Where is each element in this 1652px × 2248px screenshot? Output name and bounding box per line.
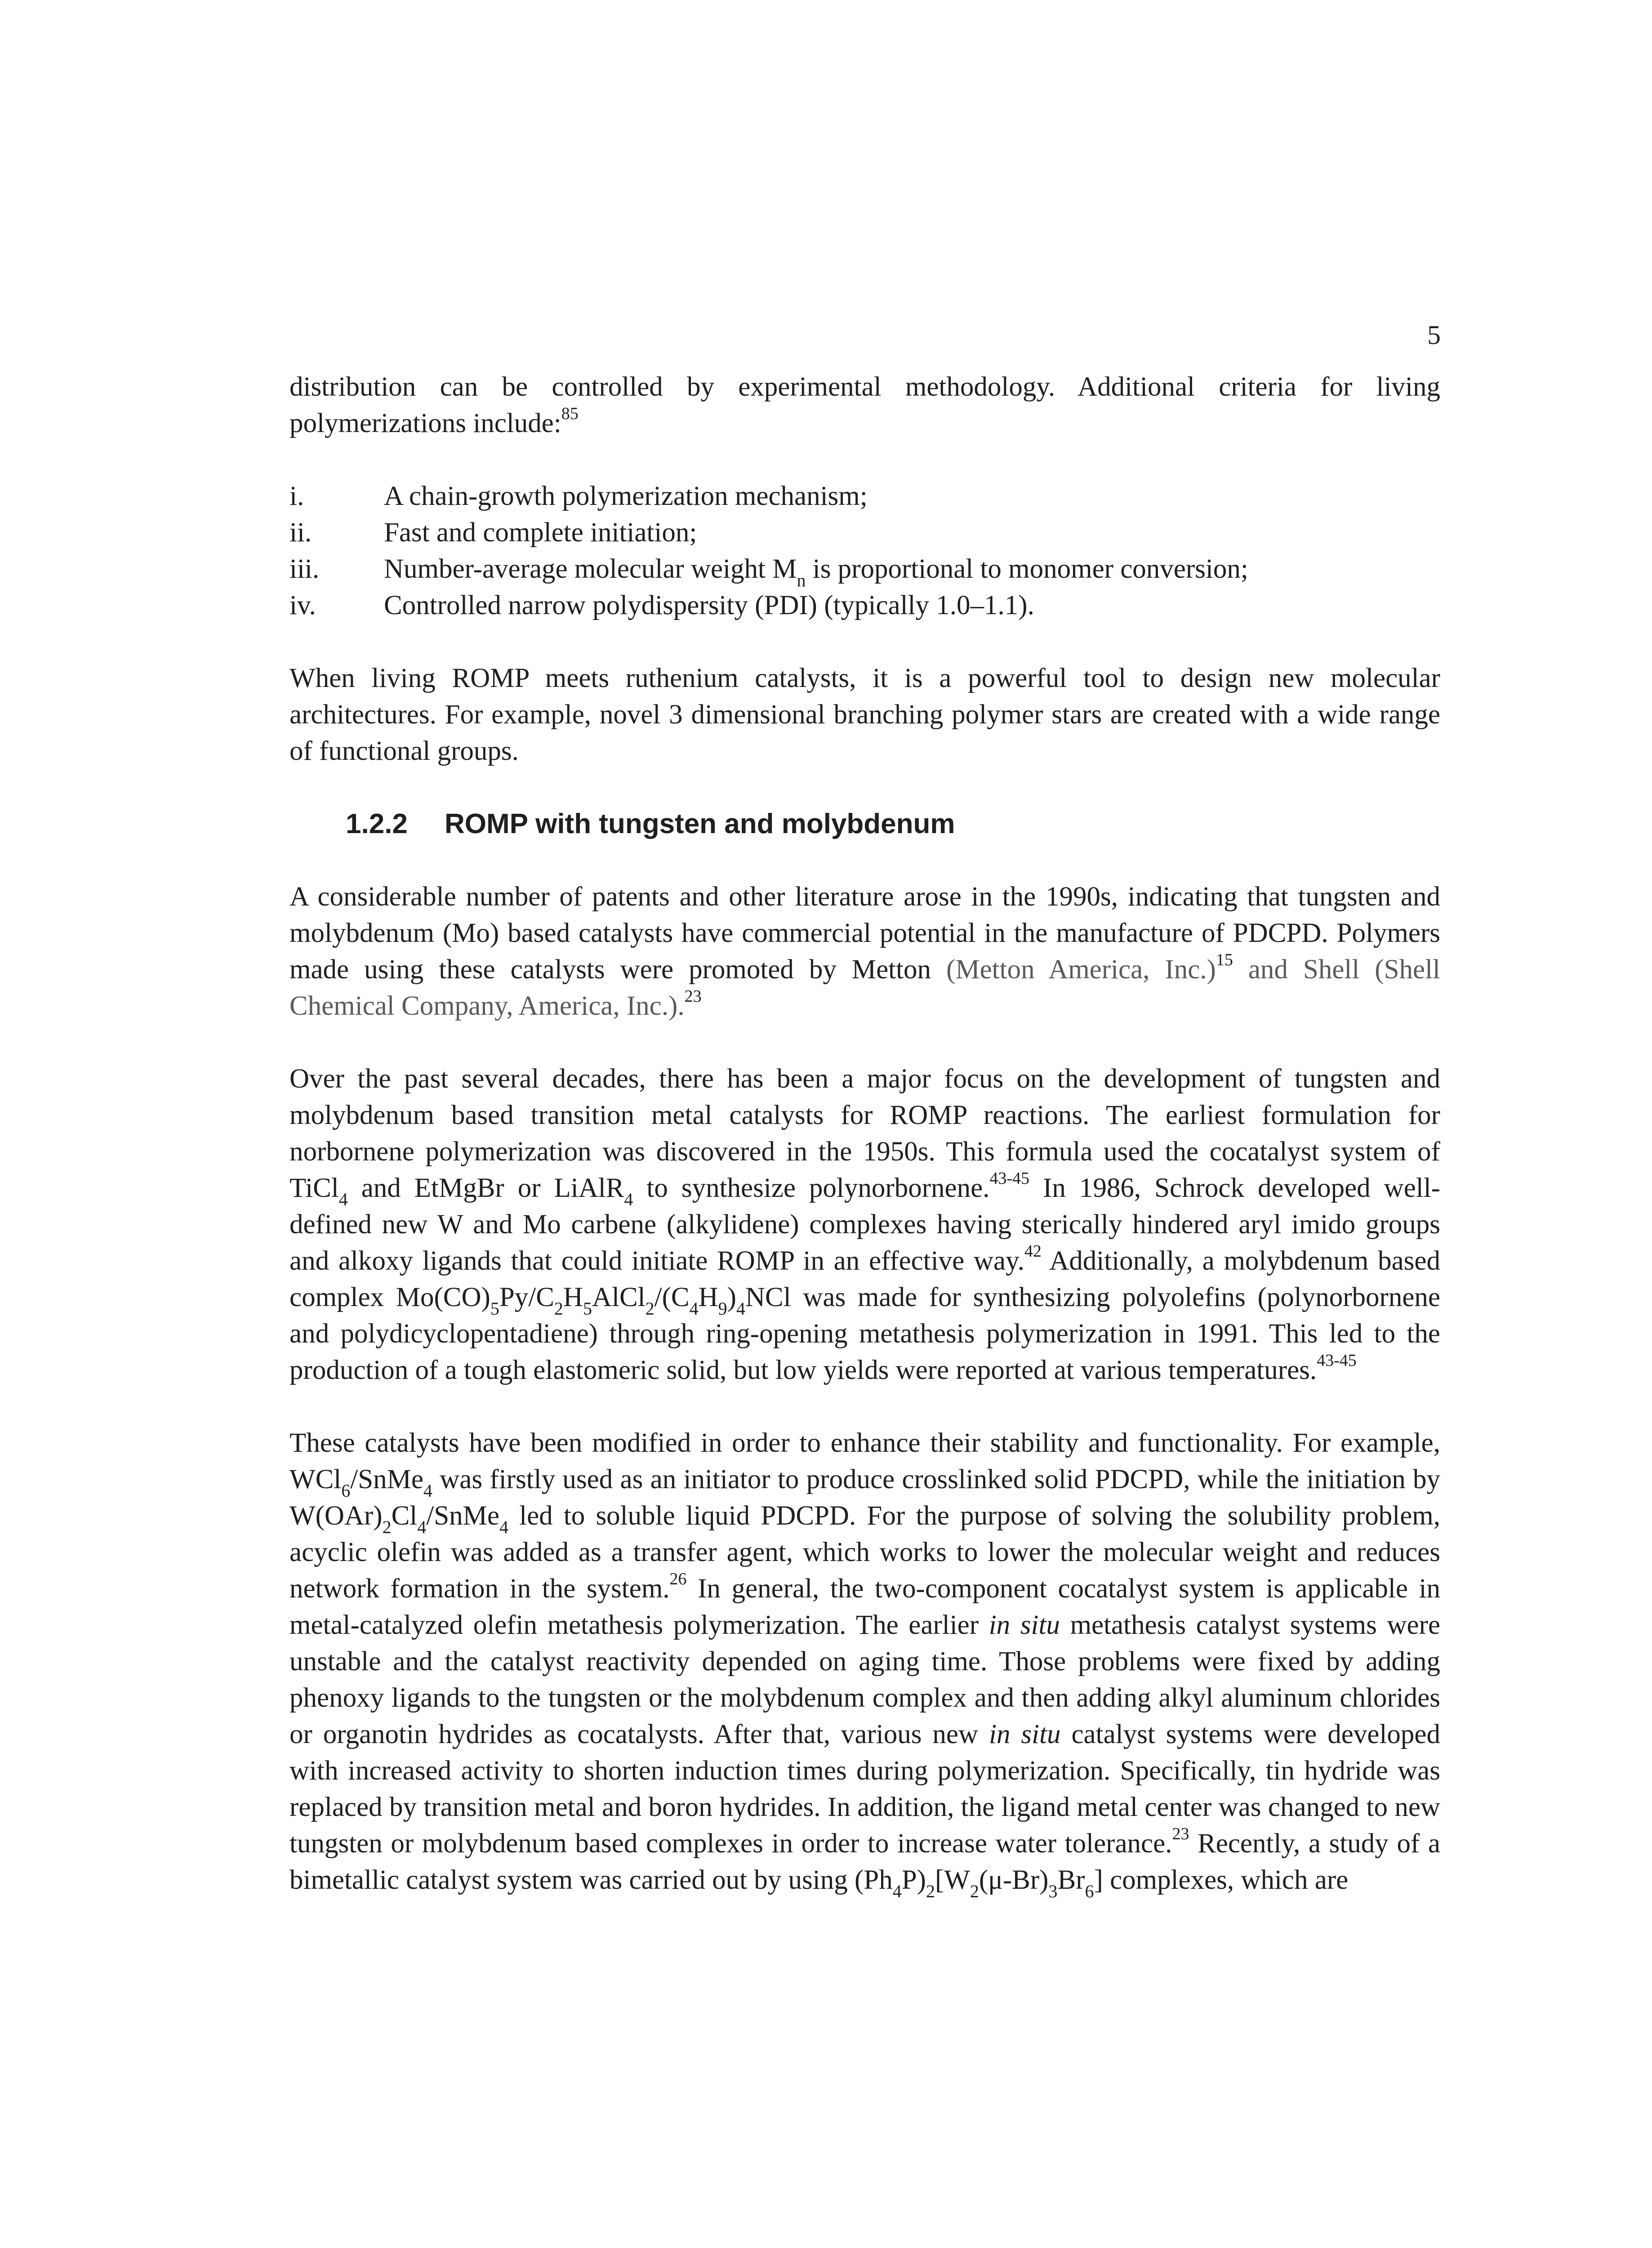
- intro-text: distribution can be controlled by experimental methodology. Additional criteria for living polymerizations include:: [289, 372, 1440, 438]
- list-item: [289, 587, 1440, 624]
- italic-term: in situ: [989, 1610, 1060, 1640]
- citation: 15: [1216, 950, 1233, 969]
- paragraph-text: and Shell (Shell Chemical Company, America, Inc.).: [289, 955, 1440, 1021]
- history-paragraph: [289, 1061, 1440, 1388]
- list-item: [289, 514, 1440, 551]
- intro-paragraph: [289, 369, 1440, 442]
- paragraph-text: A considerable number of patents and other literature arose in the 1990s, indicating that tungsten and molybdenum (Mo) based catalysts have commercial potential in the manufacture of PDCPD. Polymers made using these catalysts were promoted by Metton: [289, 882, 1440, 985]
- paragraph-text: /SnMe: [350, 1464, 423, 1494]
- paragraph-text: P): [901, 1865, 926, 1895]
- paragraph-text: (Metton America, Inc.): [946, 955, 1216, 985]
- list-item-text: Fast and complete initiation;: [384, 517, 697, 548]
- subscript: 2: [926, 1881, 935, 1902]
- paragraph-text: was firstly used as an initiator to produce crosslinked solid PDCPD, while the initiation by W(OAr): [289, 1464, 1440, 1531]
- subscript: n: [797, 570, 806, 591]
- citation: 26: [669, 1569, 687, 1588]
- patents-paragraph: [289, 879, 1440, 1024]
- subscript: 4: [423, 1481, 432, 1501]
- living-romp-paragraph: When living ROMP meets ruthenium catalysts, it is a powerful tool to design new molecular architectures. For example, novel 3 dimensional branching polymer stars are created with a wide range of functional groups.: [289, 663, 1440, 766]
- subscript: 4: [892, 1881, 902, 1902]
- paragraph-text: /(C: [654, 1282, 690, 1312]
- paragraph-text: Additionally, a molybdenum based complex Mo(CO): [289, 1246, 1440, 1312]
- paragraph-text: Cl: [391, 1501, 418, 1531]
- subscript: 4: [736, 1298, 745, 1319]
- paragraph-text: NCl was made for synthesizing polyolefins (polynorbornene and polydicyclopentadiene) through ring-opening metathesis polymerization in 1991. This led to the production of a tough elastomeric solid, but low yields were reported at various temperatures.: [289, 1282, 1440, 1385]
- living-polymerization-criteria-list: [289, 478, 1440, 624]
- paragraph-text: /SnMe: [426, 1501, 499, 1531]
- subscript: 4: [689, 1298, 699, 1319]
- paragraph-text: AlCl: [592, 1282, 646, 1312]
- paragraph-text: and EtMgBr or LiAlR: [347, 1173, 624, 1203]
- paragraph-text: H: [563, 1282, 583, 1312]
- subscript: 9: [718, 1298, 727, 1319]
- subscript: 6: [1085, 1881, 1094, 1902]
- paragraph-text: metathesis catalyst systems were unstable and the catalyst reactivity depended on aging time. Those problems were fixed by adding phenoxy ligands to the tungsten or the molybdenum complex and then adding alkyl aluminum chlorides or organotin hydrides as cocatalysts. After that, various new: [289, 1610, 1440, 1749]
- paragraph-text: led to soluble liquid PDCPD. For the purpose of solving the solubility problem, acyclic olefin was added as a transfer agent, which works to lower the molecular weight and reduces network formation in the system.: [289, 1501, 1440, 1604]
- page-body: [289, 369, 1440, 1902]
- citation: 43-45: [1317, 1351, 1357, 1370]
- list-item-text: Number-average molecular weight M: [384, 554, 797, 584]
- paragraph-text: [W: [935, 1865, 970, 1895]
- citation: 43-45: [989, 1169, 1030, 1188]
- paragraph-text: (μ-Br): [979, 1865, 1049, 1895]
- section-title: ROMP with tungsten and molybdenum: [445, 808, 955, 839]
- modified-catalysts-paragraph: [289, 1425, 1440, 1902]
- subscript: 6: [341, 1481, 351, 1501]
- subscript: 5: [583, 1298, 592, 1319]
- citation: 85: [561, 404, 579, 423]
- list-item: [289, 478, 1440, 514]
- section-heading: [346, 806, 1440, 842]
- paragraph-text: Recently, a study of a bimetallic catalyst system was carried out by using (Ph: [289, 1829, 1440, 1895]
- subscript: 5: [490, 1298, 499, 1319]
- paragraph-text: In general, the two-component cocatalyst system is applicable in metal-catalyzed olefin metathesis polymerization. The earlier: [289, 1574, 1440, 1640]
- paragraph-text: to synthesize polynorbornene.: [633, 1173, 990, 1203]
- list-item-number: i.: [289, 481, 304, 511]
- subscript: 4: [417, 1517, 427, 1538]
- list-item: [289, 551, 1440, 591]
- subscript: 2: [554, 1298, 563, 1319]
- page-number: 5: [1427, 320, 1441, 350]
- subscript: 3: [1048, 1881, 1058, 1902]
- paragraph-text: Over the past several decades, there has been a major focus on the development of tungsten and molybdenum based transition metal catalysts for ROMP reactions. The earliest formulation for norbornene polymerization was discovered in the 1950s. This formula used the cocatalyst system of TiCl: [289, 1064, 1440, 1203]
- list-item-number: ii.: [289, 517, 312, 548]
- citation: 42: [1024, 1241, 1042, 1261]
- subscript: 2: [382, 1517, 392, 1538]
- list-item-text: A chain-growth polymerization mechanism;: [384, 481, 868, 511]
- citation: 23: [684, 986, 702, 1006]
- paragraph-text: Py/C: [499, 1282, 554, 1312]
- section-number: 1.2.2: [346, 808, 408, 839]
- list-item-number: iv.: [289, 590, 316, 620]
- citation: 23: [1172, 1824, 1189, 1843]
- subscript: 4: [624, 1189, 633, 1210]
- paragraph-text: H: [698, 1282, 718, 1312]
- list-item-text: Controlled narrow polydispersity (PDI) (typically 1.0–1.1).: [384, 590, 1034, 620]
- list-item-text: is proportional to monomer conversion;: [806, 554, 1248, 584]
- subscript: 2: [970, 1881, 979, 1902]
- subscript: 4: [499, 1517, 508, 1538]
- paragraph-text: ): [727, 1282, 736, 1312]
- subscript: 2: [645, 1298, 655, 1319]
- paragraph-text: ] complexes, which are: [1094, 1865, 1349, 1895]
- subscript: 4: [338, 1189, 348, 1210]
- italic-term: in situ: [989, 1719, 1061, 1749]
- paragraph-text: catalyst systems were developed with increased activity to shorten induction times during polymerization. Specifically, tin hydride was replaced by transition metal and boron hydrides. In addition, the ligand metal center was changed to new tungsten or molybdenum based complexes in order to increase water tolerance.: [289, 1719, 1440, 1859]
- paragraph-text: Br: [1057, 1865, 1085, 1895]
- paragraph-text: In 1986, Schrock developed well-defined new W and Mo carbene (alkylidene) complexes having sterically hindered aryl imido groups and alkoxy ligands that could initiate ROMP in an effective way.: [289, 1173, 1440, 1276]
- list-item-number: iii.: [289, 554, 320, 584]
- paragraph-text: These catalysts have been modified in order to enhance their stability and functionality. For example, WCl: [289, 1428, 1440, 1494]
